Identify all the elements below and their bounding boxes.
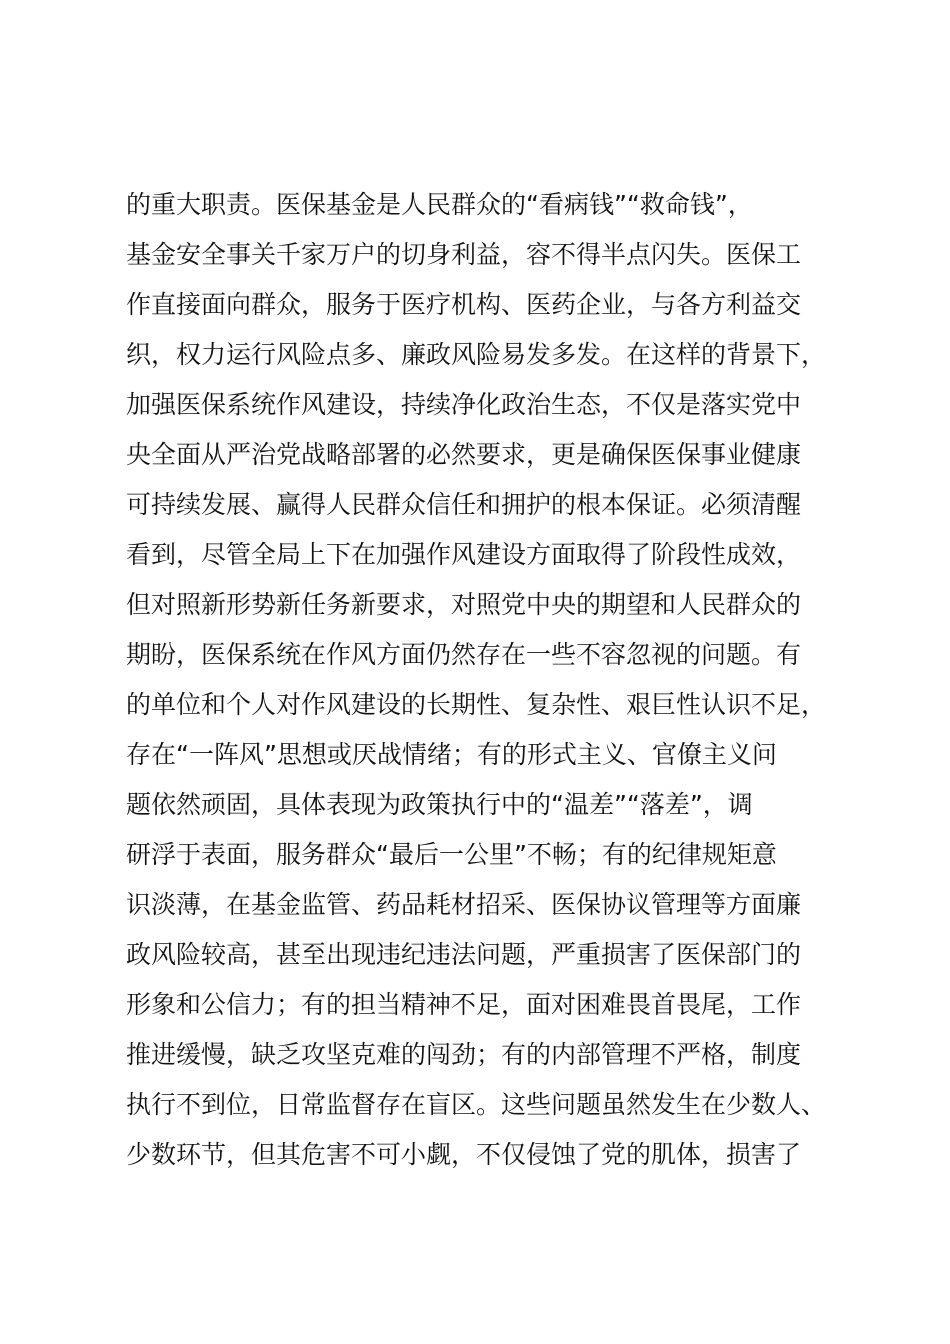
text-line: 作直接面向群众，服务于医疗机构、医药企业，与各方利益交 (126, 290, 802, 319)
text-line: 推进缓慢，缺乏攻坚克难的闯劲；有的内部管理不严格，制度 (126, 1040, 802, 1069)
text-line: 看到，尽管全局上下在加强作风建设方面取得了阶段性成效， (126, 540, 802, 569)
text-line: 存在“一阵风”思想或厌战情绪；有的形式主义、官僚主义问 (126, 740, 777, 769)
text-line: 识淡薄，在基金监管、药品耗材招采、医保协议管理等方面廉 (126, 890, 802, 919)
text-line: 可持续发展、赢得人民群众信任和拥护的根本保证。必须清醒 (126, 490, 802, 519)
text-line: 但对照新形势新任务新要求，对照党中央的期望和人民群众的 (126, 590, 802, 619)
text-line: 加强医保系统作风建设，持续净化政治生态，不仅是落实党中 (126, 390, 802, 419)
text-line: 的重大职责。医保基金是人民群众的“看病钱”“救命钱”， (126, 190, 753, 219)
body-text (126, 180, 856, 1180)
text-line: 的单位和个人对作风建设的长期性、复杂性、艰巨性认识不足， (126, 690, 827, 719)
text-line: 题依然顽固，具体表现为政策执行中的“温差”“落差”，调 (126, 790, 753, 819)
text-line: 少数环节，但其危害不可小觑，不仅侵蚀了党的肌体，损害了 (126, 1140, 802, 1169)
text-line: 织，权力运行风险点多、廉政风险易发多发。在这样的背景下， (126, 340, 827, 369)
text-line: 执行不到位，日常监督存在盲区。这些问题虽然发生在少数人、 (126, 1090, 827, 1119)
text-line: 期盼，医保系统在作风方面仍然存在一些不容忽视的问题。有 (126, 640, 802, 669)
text-line: 基金安全事关千家万户的切身利益，容不得半点闪失。医保工 (126, 240, 802, 269)
text-line: 研浮于表面，服务群众“最后一公里”不畅；有的纪律规矩意 (126, 840, 777, 869)
text-line: 政风险较高，甚至出现违纪违法问题，严重损害了医保部门的 (126, 940, 802, 969)
text-line: 央全面从严治党战略部署的必然要求，更是确保医保事业健康 (126, 440, 802, 469)
text-line: 形象和公信力；有的担当精神不足，面对困难畏首畏尾，工作 (126, 990, 802, 1019)
